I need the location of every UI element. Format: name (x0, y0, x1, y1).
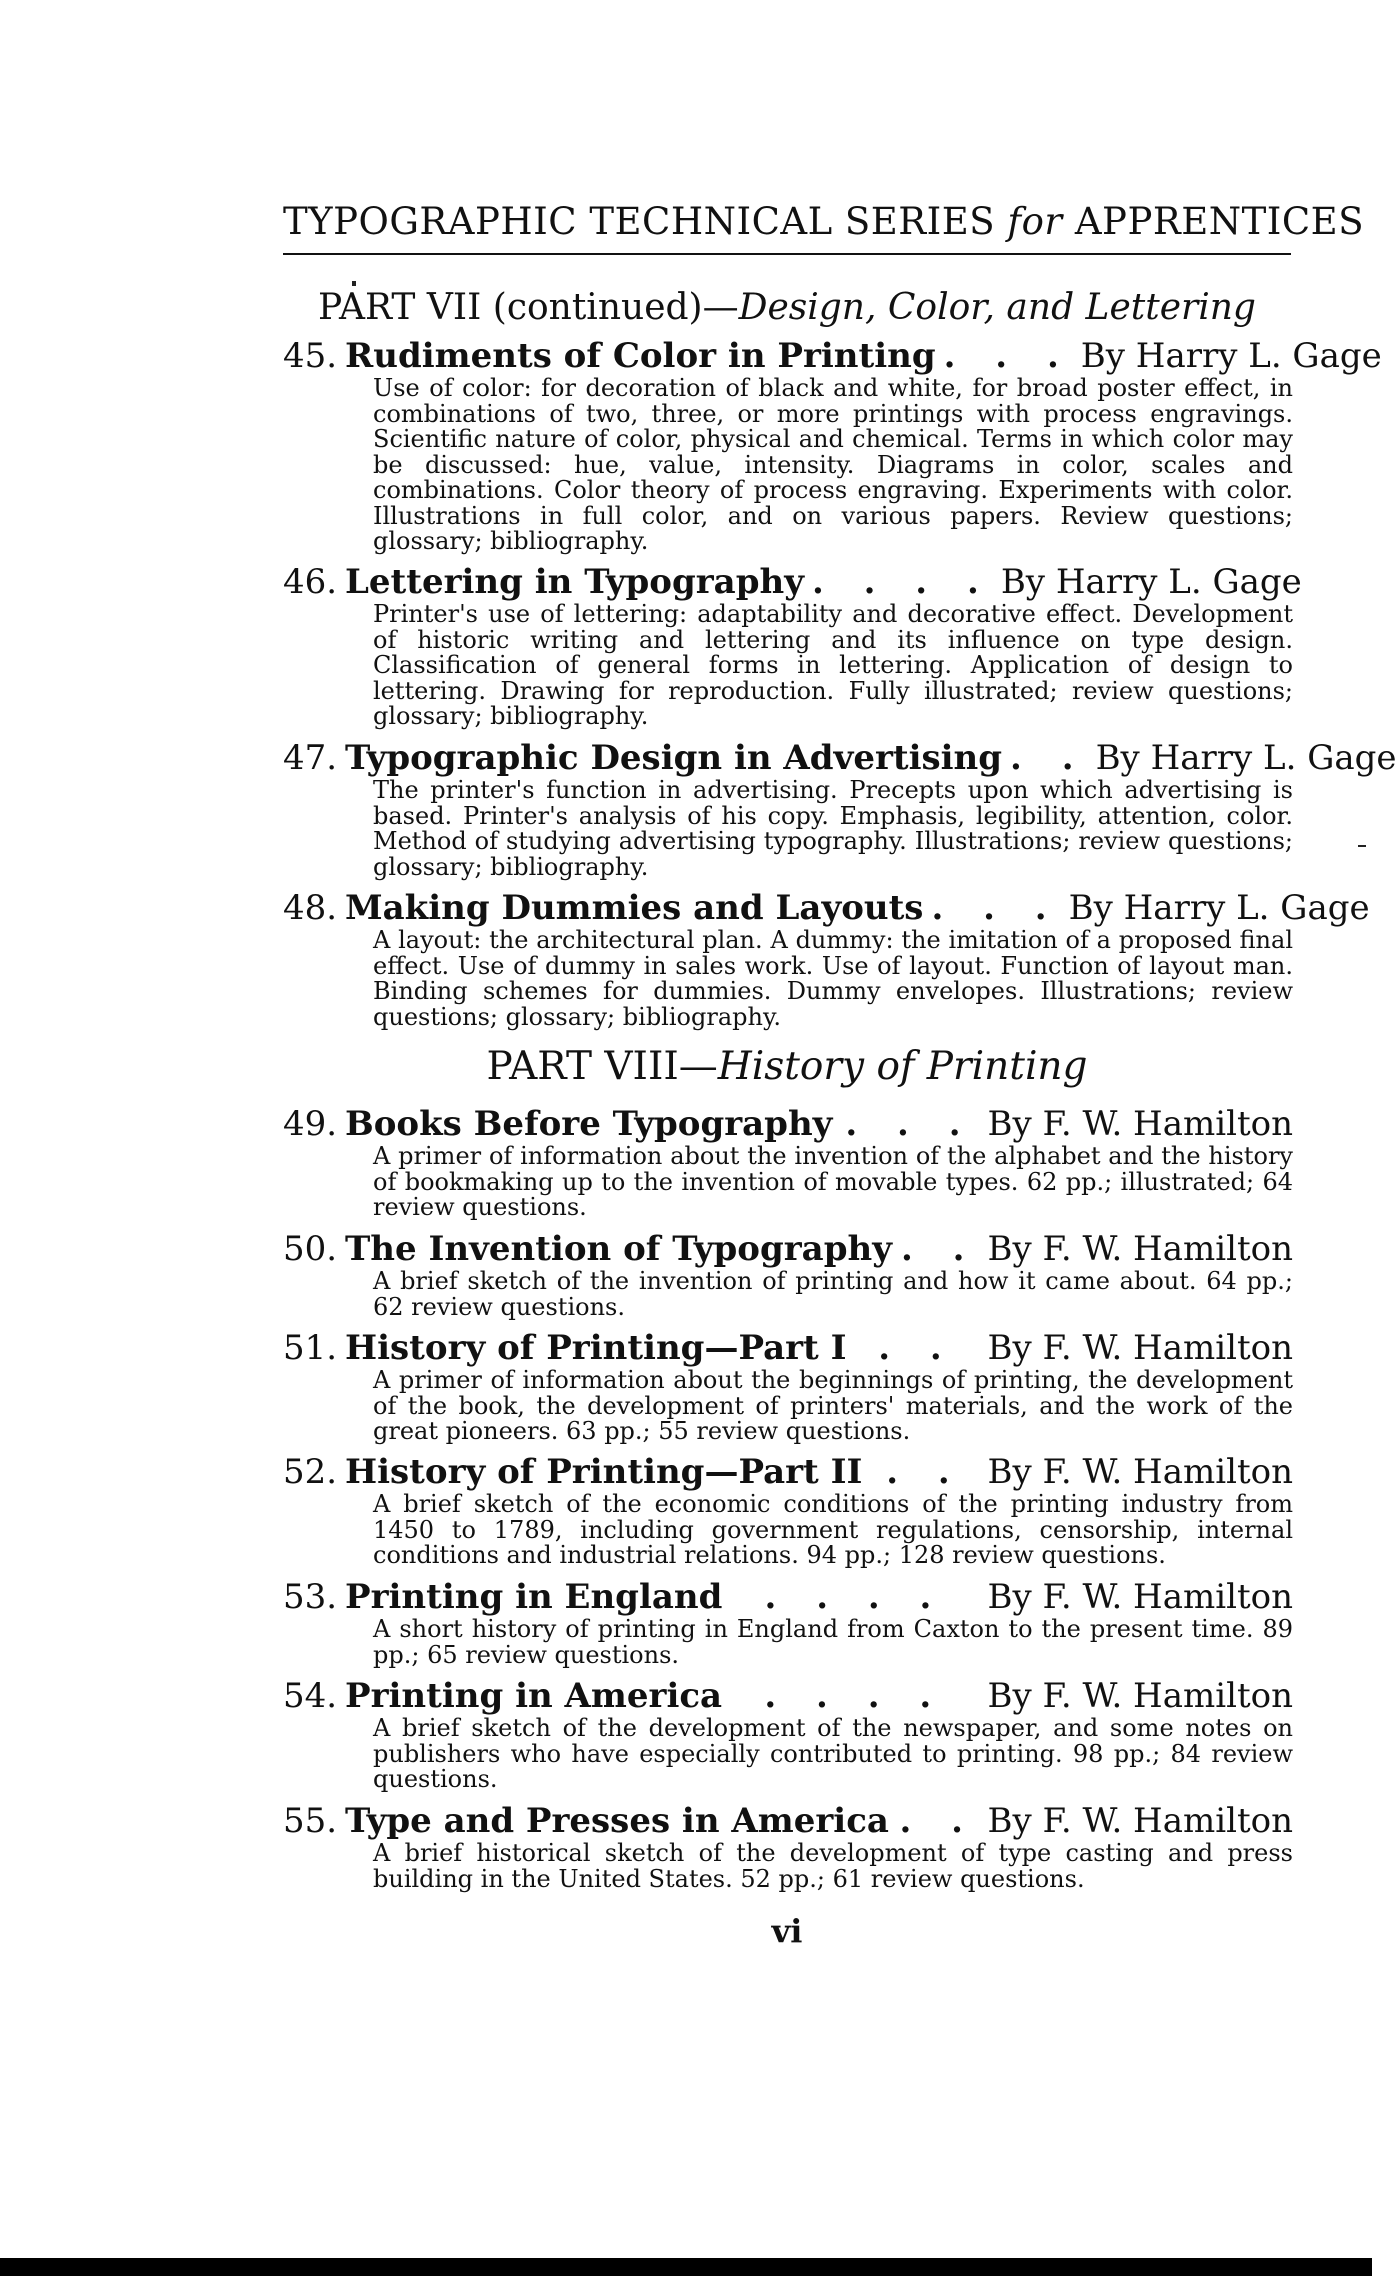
entry-48 (283, 888, 1370, 1031)
entry-title: Lettering in Typography (345, 562, 804, 602)
entry-55 (283, 1801, 1293, 1892)
entry-title: Type and Presses in America (345, 1801, 889, 1841)
leader-dots: . . . . (764, 1577, 946, 1617)
entry-number: 52. (283, 1452, 338, 1492)
entry-author: By F. W. Hamilton (987, 1676, 1293, 1716)
entry-53 (283, 1577, 1293, 1668)
entry-number: 48. (283, 888, 338, 928)
stray-ink-dot (352, 281, 356, 286)
page-number: vi (771, 1912, 803, 1950)
entry-46 (283, 562, 1302, 730)
entry-description: Use of color: for decoration of black and white, for broad poster effect, in combinations of two, three, or more printings with process engravings. Scientific nature of color, physical and chemical. Terms in which color may be discussed: hue, value, intensity. Diagrams in color, scales and combinations. Color theory of process engraving. Experiments with color. Illustrations in full color, and on various papers. Review questions; glossary; bibliography. (373, 374, 1293, 555)
entry-description: The printer's function in advertising. Precepts upon which advertising is based. Printer's analysis of his copy. Emphasis, legibility, attention, color. Method of studying advertising typography. Illustrations; review questions; glossary; bibliography. (373, 776, 1293, 881)
leader-dots: . . (900, 1229, 979, 1269)
entry-51 (283, 1328, 1293, 1445)
leader-dots: . . (886, 1452, 964, 1492)
entry-number: 50. (283, 1229, 338, 1269)
entry-author: By F. W. Hamilton (987, 1229, 1293, 1269)
part-label: PART VIII— (486, 1044, 718, 1089)
header-italic-word: for (1007, 200, 1063, 243)
part-subtitle: History of Printing (717, 1044, 1088, 1089)
entry-author: By Harry L. Gage (1000, 562, 1302, 602)
margin-tick (1358, 845, 1366, 847)
entry-title: History of Printing—Part I (345, 1328, 847, 1368)
part-label: PART VII (continued)— (318, 287, 739, 328)
leader-dots: . . (1010, 738, 1088, 778)
entry-number: 54. (283, 1676, 338, 1716)
entry-number: 49. (283, 1104, 338, 1144)
header-text-end: APPRENTICES (1062, 200, 1365, 243)
entry-description: A brief sketch of the invention of printing and how it came about. 64 pp.; 62 review questions. (373, 1267, 1293, 1321)
entry-author: By F. W. Hamilton (987, 1577, 1293, 1617)
entry-author: By F. W. Hamilton (987, 1801, 1293, 1841)
leader-dots: . . . (943, 336, 1073, 376)
entry-description: A brief sketch of the development of the newspaper, and some notes on publishers who have especially contributed to printing. 98 pp.; 84 review questions. (373, 1714, 1293, 1793)
entry-author: By Harry L. Gage (1095, 738, 1397, 778)
entry-number: 55. (283, 1801, 338, 1841)
entry-number: 51. (283, 1328, 338, 1368)
entry-description: A brief sketch of the economic conditions of the printing industry from 1450 to 1789, including government regulations, censorship, internal conditions and industrial relations. 94 pp.; 128 review questions. (373, 1490, 1293, 1569)
entry-title: Printing in England (345, 1577, 723, 1617)
entry-description: A brief historical sketch of the development of type casting and press building in the United States. 52 pp.; 61 review questions. (373, 1839, 1293, 1893)
entry-49 (283, 1104, 1293, 1221)
leader-dots: . . . (845, 1104, 975, 1144)
entry-title: Printing in America (345, 1676, 723, 1716)
running-header (283, 200, 1365, 255)
entry-title: Typographic Design in Advertising (345, 738, 1003, 778)
leader-dots: . . . (931, 888, 1061, 928)
entry-title: Making Dummies and Layouts (345, 888, 924, 928)
entry-author: By F. W. Hamilton (987, 1452, 1293, 1492)
entry-number: 46. (283, 562, 338, 602)
entry-45 (283, 336, 1382, 555)
entry-52 (283, 1452, 1293, 1569)
entry-54 (283, 1676, 1293, 1793)
leader-dots: . . (878, 1328, 956, 1368)
entry-title: History of Printing—Part II (345, 1452, 863, 1492)
entry-description: A short history of printing in England from Caxton to the present time. 89 pp.; 65 review questions. (373, 1615, 1293, 1669)
entry-description: A layout: the architectural plan. A dummy: the imitation of a proposed final effect. Use of dummy in sales work. Use of layout. Function of layout man. Binding schemes for dummies. Dummy envelopes. Illustrations; review questions; glossary; bibliography. (373, 926, 1293, 1031)
entry-title: Rudiments of Color in Printing (345, 336, 936, 376)
entry-author: By Harry L. Gage (1068, 888, 1370, 928)
header-text: TYPOGRAPHIC TECHNICAL SERIES (283, 200, 1008, 243)
entry-title: Books Before Typography (345, 1104, 833, 1144)
entry-number: 53. (283, 1577, 338, 1617)
entry-description: A primer of information about the beginnings of printing, the development of the book, the development of printers' materials, and the work of the great pioneers. 63 pp.; 55 review questions. (373, 1366, 1293, 1445)
entry-description: A primer of information about the invention of the alphabet and the history of bookmaking up to the invention of movable types. 62 pp.; illustrated; 64 review questions. (373, 1142, 1293, 1221)
entry-author: By Harry L. Gage (1080, 336, 1382, 376)
leader-dots: . . (899, 1801, 977, 1841)
entry-title: The Invention of Typography (345, 1229, 892, 1269)
entry-description: Printer's use of lettering: adaptability and decorative effect. Development of historic writing and lettering and its influence on type design. Classification of general forms in lettering. Application of design to lettering. Drawing for reproduction. Fully illustrated; review questions; glossary; bibliography. (373, 600, 1293, 730)
leader-dots: . . . . (811, 562, 993, 602)
scan-edge-bar (0, 2258, 1372, 2276)
entry-number: 47. (283, 738, 338, 778)
entry-author: By F. W. Hamilton (987, 1104, 1293, 1144)
part-vii-heading (283, 287, 1291, 328)
entry-50 (283, 1229, 1293, 1320)
entry-number: 45. (283, 336, 338, 376)
part-viii-heading (283, 1044, 1291, 1089)
part-subtitle: Design, Color, and Lettering (738, 287, 1256, 328)
leader-dots: . . . . (764, 1676, 946, 1716)
entry-author: By F. W. Hamilton (987, 1328, 1293, 1368)
entry-47 (283, 738, 1397, 881)
